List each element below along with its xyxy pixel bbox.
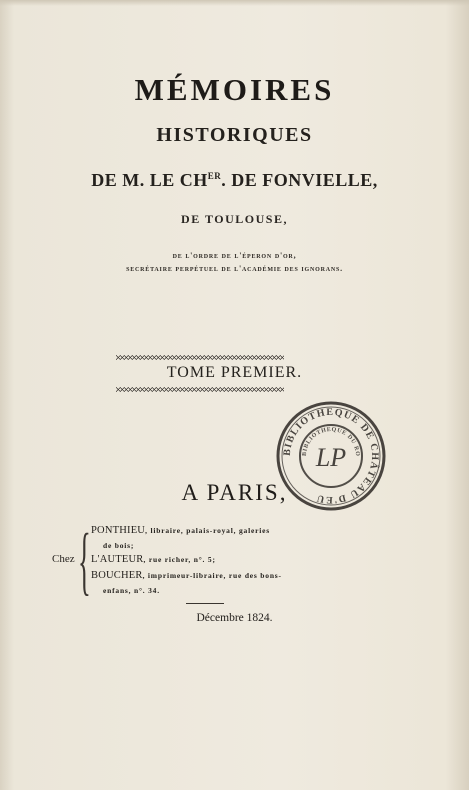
ornamental-rule-bottom [116,387,284,392]
stamp-inner-text: BIBLIOTHEQUE DU RO [301,426,361,457]
book-title: MÉMOIRES [134,72,335,107]
imprint-brace: { [78,519,91,603]
publisher-name: L'AUTEUR [91,554,144,565]
publisher-name: PONTHIEU [91,525,146,536]
stamp-ring-text: BIBLIOTHEQUE DE CHÂTEAU D'EU [281,406,381,506]
imprint-line-2 [103,540,134,551]
ornamental-rule-top [116,355,284,360]
imprint-line-3 [91,554,216,565]
imprint-line-4 [91,570,282,581]
publisher-detail: , rue richer, n°. 5; [143,555,216,564]
author-name: . DE FONVIELLE, [221,170,378,190]
book-subtitle: HISTORIQUES [156,124,313,146]
publisher-detail: de bois; [103,541,135,550]
author-origin: DE TOULOUSE, [181,212,288,226]
stamp-monogram: LP [315,443,347,472]
author-order-line: de l'ordre de l'éperon d'or, [172,251,297,260]
imprint-place: A PARIS, [181,480,288,505]
volume-label: TOME PREMIER. [166,364,303,381]
publisher-detail: , imprimeur-libraire, rue des bons- [142,571,282,580]
publisher-detail: , libraire, palais-royal, galeries [145,526,270,535]
imprint-line-5 [103,585,160,596]
imprint-chez: Chez [52,553,75,565]
imprint-line-1 [91,525,270,536]
author-secretary-line: secrétaire perpétuel de l'académie des ignorans. [126,264,343,273]
publisher-name: BOUCHER [91,570,143,581]
author-prefix: DE M. LE CH [91,170,208,190]
publication-date: Décembre 1824. [196,612,273,624]
date-rule [186,603,224,604]
author-line [0,170,469,191]
publisher-detail: enfans, n°. 34. [103,586,160,595]
author-superscript: ER [207,171,222,181]
